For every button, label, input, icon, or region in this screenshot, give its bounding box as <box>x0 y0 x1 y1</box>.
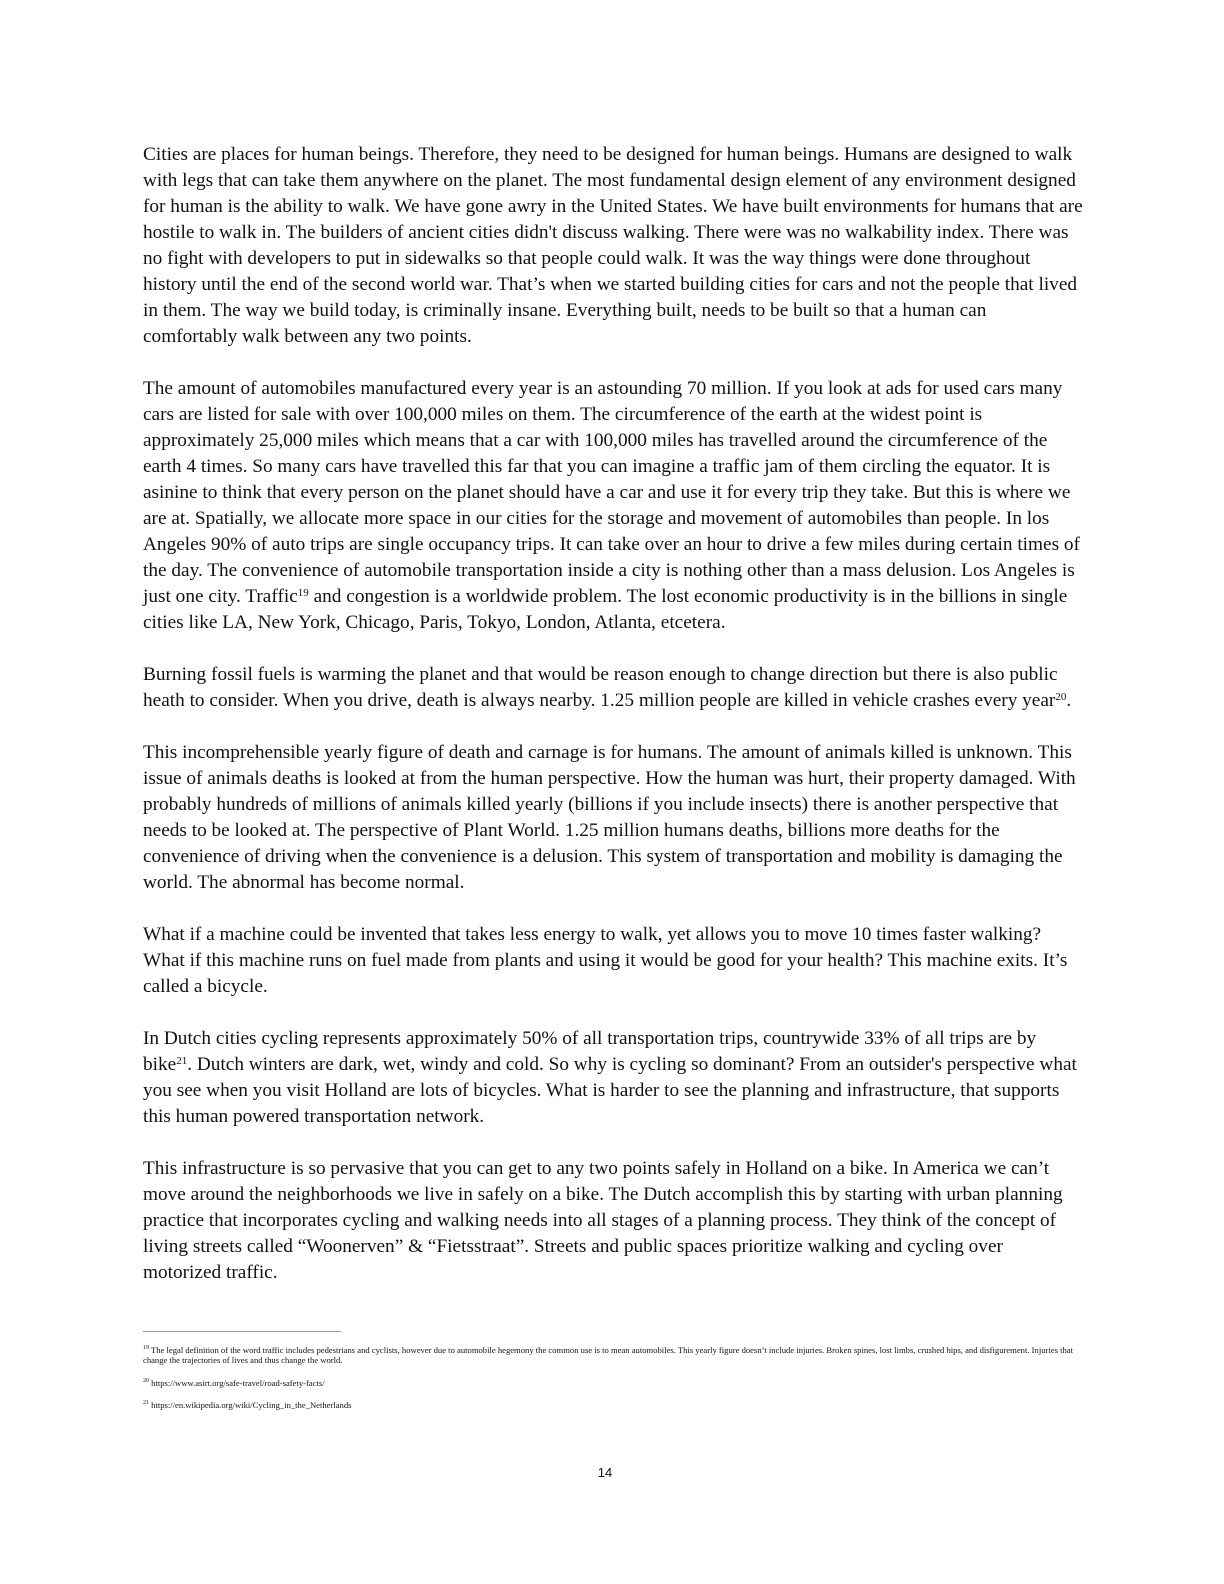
footnote-number: 20 <box>143 1378 149 1385</box>
paragraph-text: . <box>1066 690 1072 711</box>
footnote-21 <box>143 1401 1078 1411</box>
footnote-number: 19 <box>143 1345 149 1352</box>
paragraph-text: Burning fossil fuels is warming the planet and that would be reason enough to change direction but there is also public heath to consider. When you drive, death is always nearby. 1.25 million people are killed in vehicle crashes every year <box>143 664 1058 711</box>
paragraph-infrastructure: This infrastructure is so pervasive that you can get to any two points safely in Holland on a bike. In America we can’t move around the neighborhoods we live in safely on a bike. The Dutch accomplish this by starting with urban planning practice that incorporates cycling and walking needs into all stages of a planning process. They think of the concept of living streets called “Woonerven” & “Fietsstraat”. Streets and public spaces prioritize walking and cycling over motorized traffic. <box>143 1158 1063 1283</box>
body-text <box>143 142 1083 1312</box>
paragraph-bicycle: What if a machine could be invented that takes less energy to walk, yet allows you to move 10 times faster walking? What if this machine runs on fuel made from plants and using it would be good for your health? This machine exits. It’s called a bicycle. <box>143 924 1068 997</box>
paragraph-automobiles <box>143 376 1083 636</box>
paragraph-dutch-cycling <box>143 1026 1083 1130</box>
footnote-link[interactable]: https://en.wikipedia.org/wiki/Cycling_in_the_Netherlands <box>151 1399 352 1410</box>
footnote-ref-20[interactable]: 20 <box>1055 690 1067 703</box>
footnote-number: 21 <box>143 1399 149 1406</box>
footnote-20 <box>143 1379 1078 1389</box>
footnote-divider <box>143 1331 341 1332</box>
paragraph-walkability: Cities are places for human beings. Therefore, they need to be designed for human beings. Humans are designed to walk with legs that can take them anywhere on the planet. The most fundamental design element of any environment designed for human is the ability to walk. We have gone awry in the United States. We have built environments for humans that are hostile to walk in. The builders of ancient cities didn't discuss walking. There were was no walkability index. There was no fight with developers to put in sidewalks so that people could walk. It was the way things were done throughout history until the end of the second world war. That’s when we started building cities for cars and not the people that lived in them. The way we build today, is criminally insane. Everything built, needs to be built so that a human can comfortably walk between any two points. <box>143 144 1083 347</box>
footnote-ref-19[interactable]: 19 <box>297 586 309 599</box>
footnote-19 <box>143 1346 1078 1365</box>
paragraph-text: The amount of automobiles manufactured every year is an astounding 70 million. If you look at ads for used cars many cars are listed for sale with over 100,000 miles on them. The circumference of the earth at the widest point is approximately 25,000 miles which means that a car with 100,000 miles has travelled around the circumference of the earth 4 times. So many cars have travelled this far that you can imagine a traffic jam of them circling the equator. It is asinine to think that every person on the planet should have a car and use it for every trip they take. But this is where we are at. Spatially, we allocate more space in our cities for the storage and movement of automobiles than people. In los Angeles 90% of auto trips are single occupancy trips. It can take over an hour to drive a few miles during certain times of the day. The convenience of automobile transportation inside a city is nothing other than a mass delusion. Los Angeles is just one city. Traffic <box>143 378 1080 607</box>
footnotes <box>143 1346 1078 1422</box>
footnote-ref-21[interactable]: 21 <box>176 1054 188 1067</box>
paragraph-fossil-fuels <box>143 662 1083 714</box>
paragraph-text: and congestion is a worldwide problem. The lost economic productivity is in the billions in single cities like LA, New York, Chicago, Paris, Tokyo, London, Atlanta, etcetera. <box>143 586 1068 633</box>
page-number: 14 <box>597 1465 613 1480</box>
footnote-link[interactable]: https://www.asirt.org/safe-travel/road-safety-facts/ <box>151 1378 325 1389</box>
footnote-text: The legal definition of the word traffic includes pedestrians and cyclists, however due to automobile hegemony the common use is to mean automobiles. This yearly figure doesn’t include injuries. Broken spines, lost limbs, crushed hips, and disfigurement. Injuries that change the trajectories of lives and thus change the world. <box>143 1345 1073 1365</box>
paragraph-text: In Dutch cities cycling represents approximately 50% of all transportation trips, countrywide 33% of all trips are by bike <box>143 1028 1037 1075</box>
paragraph-animal-deaths: This incomprehensible yearly figure of death and carnage is for humans. The amount of animals killed is unknown. This issue of animals deaths is looked at from the human perspective. How the human was hurt, their property damaged. With probably hundreds of millions of animals killed yearly (billions if you include insects) there is another perspective that needs to be looked at. The perspective of Plant World. 1.25 million humans deaths, billions more deaths for the convenience of driving when the convenience is a delusion. This system of transportation and mobility is damaging the world. The abnormal has become normal. <box>143 742 1076 893</box>
paragraph-text: . Dutch winters are dark, wet, windy and cold. So why is cycling so dominant? From an outsider's perspective what you see when you visit Holland are lots of bicycles. What is harder to see the planning and infrastructure, that supports this human powered transportation network. <box>143 1054 1077 1127</box>
